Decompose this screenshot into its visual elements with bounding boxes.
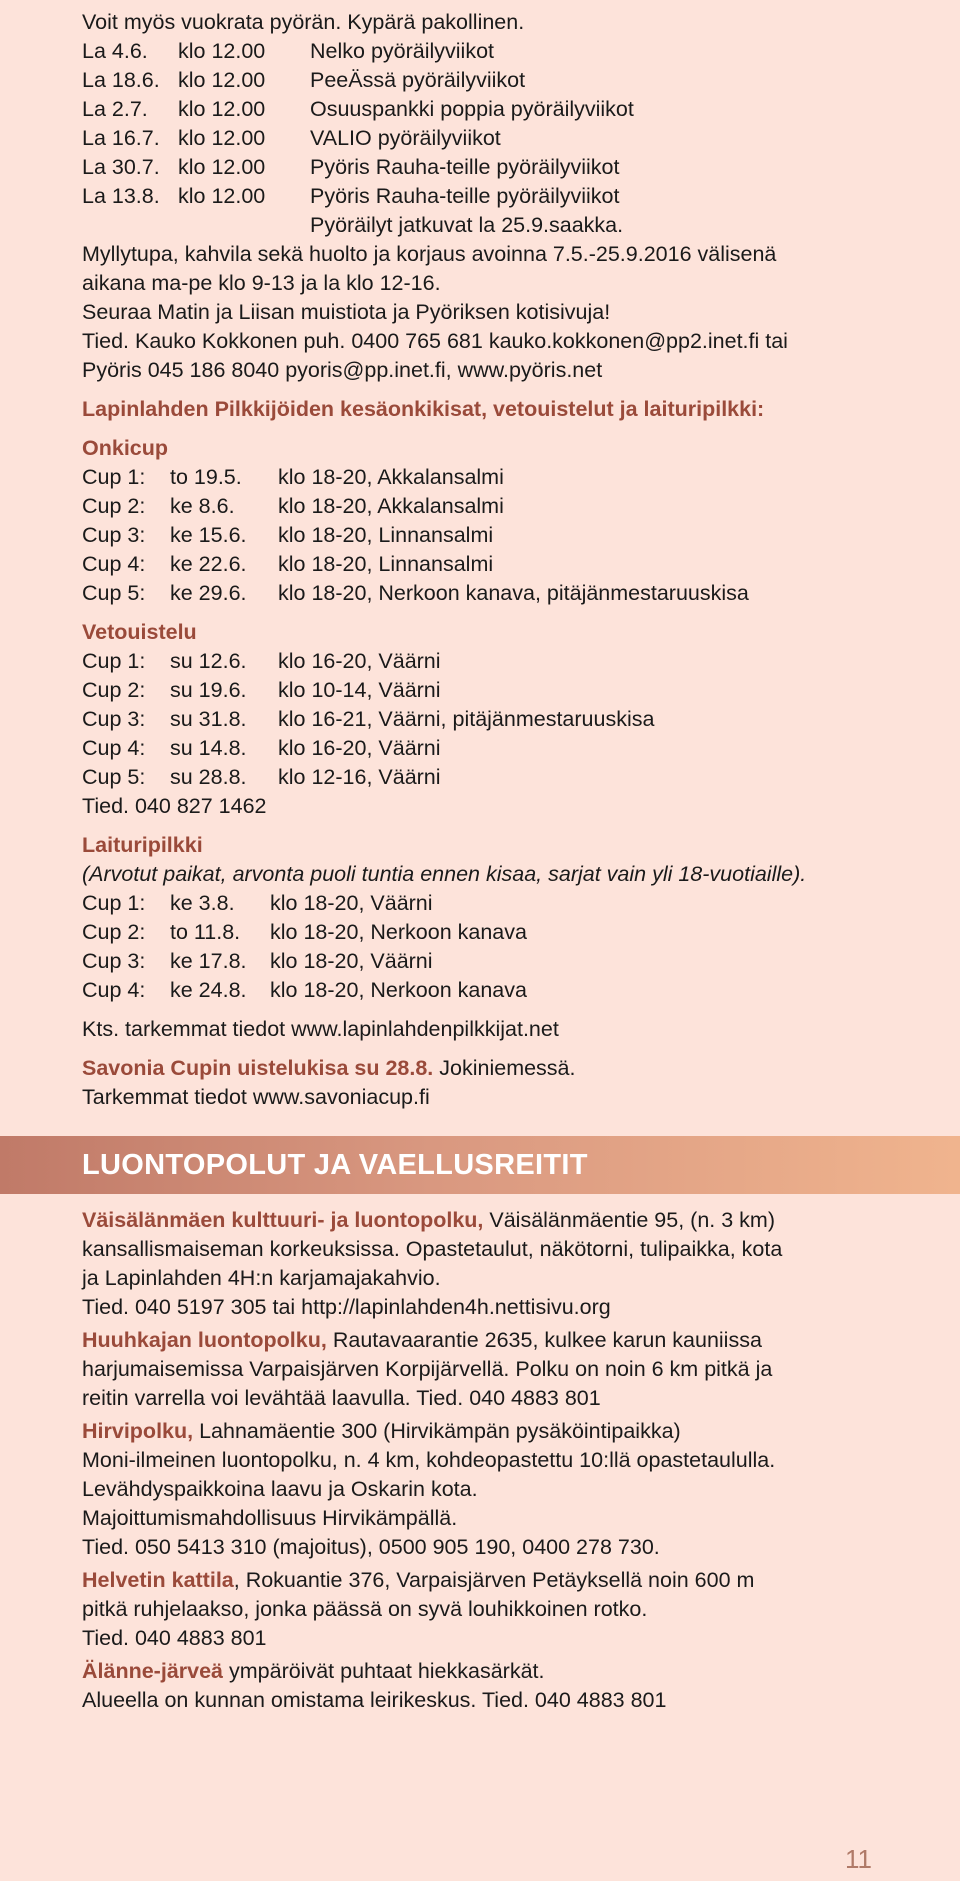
vetouistelu-row <box>82 705 942 734</box>
trail-first-line <box>82 1326 942 1355</box>
cup-info: klo 10-14, Väärni <box>278 678 441 702</box>
intro-text: Voit myös vuokrata pyörän. Kypärä pakollinen. <box>82 10 525 34</box>
cup-info: klo 18-20, Väärni <box>270 949 433 973</box>
vetouistelu-row <box>82 763 942 792</box>
cup-number: Cup 3: <box>82 707 146 731</box>
schedule-time: klo 12.00 <box>178 155 266 179</box>
schedule-row <box>82 153 942 182</box>
savonia-line <box>82 1054 942 1083</box>
cup-number: Cup 2: <box>82 920 146 944</box>
trail-address: Väisälänmäentie 95, (n. 3 km) <box>483 1208 775 1232</box>
schedule-date: La 13.8. <box>82 184 160 208</box>
cup-info: klo 16-20, Väärni <box>278 649 441 673</box>
vetouistelu-row <box>82 647 942 676</box>
schedule-row <box>82 37 942 66</box>
trail-block <box>82 1326 942 1413</box>
info-line: Seuraa Matin ja Liisan muistiota ja Pyöriksen kotisivuja! <box>82 300 611 324</box>
laituripilkki-row <box>82 889 942 918</box>
schedule-date: La 4.6. <box>82 39 148 63</box>
info-line: Pyöris 045 186 8040 pyoris@pp.inet.fi, www.pyöris.net <box>82 358 603 382</box>
onkicup-row <box>82 579 942 608</box>
schedule-time: klo 12.00 <box>178 126 266 150</box>
cup-date: to 11.8. <box>170 920 241 944</box>
savonia-title: Savonia Cupin uistelukisa su 28.8. <box>82 1056 434 1080</box>
trail-name: Älänne-järveä <box>82 1659 224 1683</box>
schedule-event: Osuuspankki poppia pyöräilyviikot <box>310 97 634 121</box>
schedule-date: La 16.7. <box>82 126 160 150</box>
schedule-event: PeeÄssä pyöräilyviikot <box>310 68 526 92</box>
schedule-row <box>82 182 942 211</box>
upper-content <box>82 8 942 1112</box>
cup-date: su 28.8. <box>170 765 247 789</box>
cup-date: ke 22.6. <box>170 552 247 576</box>
cup-number: Cup 4: <box>82 978 146 1002</box>
schedule-time: klo 12.00 <box>178 97 266 121</box>
trail-line: Alueella on kunnan omistama leirikeskus. Tied. 040 4883 801 <box>82 1688 667 1712</box>
schedule-time: klo 12.00 <box>178 184 266 208</box>
trail-line: Majoittumismahdollisuus Hirvikämpällä. <box>82 1506 458 1530</box>
cycling-schedule <box>82 37 942 240</box>
cup-date: su 31.8. <box>170 707 247 731</box>
schedule-continue: Pyöräilyt jatkuvat la 25.9.saakka. <box>310 213 624 237</box>
cup-date: ke 24.8. <box>170 978 247 1002</box>
trail-block <box>82 1657 942 1715</box>
schedule-date: La 2.7. <box>82 97 148 121</box>
cup-number: Cup 5: <box>82 581 146 605</box>
trail-block <box>82 1566 942 1653</box>
trail-name: Väisälänmäen kulttuuri- ja luontopolku, <box>82 1208 484 1232</box>
cup-number: Cup 1: <box>82 891 146 915</box>
laituripilkki-row <box>82 976 942 1005</box>
cup-info: klo 18-20, Nerkoon kanava <box>270 978 527 1002</box>
schedule-time: klo 12.00 <box>178 39 266 63</box>
laituripilkki-title: Laituripilkki <box>82 833 203 857</box>
trail-line: ja Lapinlahden 4H:n karjamajakahvio. <box>82 1266 441 1290</box>
schedule-time: klo 12.00 <box>178 68 266 92</box>
schedule-row <box>82 124 942 153</box>
cup-date: ke 8.6. <box>170 494 235 518</box>
onkicup-row <box>82 492 942 521</box>
schedule-row <box>82 95 942 124</box>
cup-info: klo 18-20, Nerkoon kanava <box>270 920 527 944</box>
trail-line: pitkä ruhjelaakso, jonka päässä on syvä louhikkoinen rotko. <box>82 1597 648 1621</box>
schedule-event: Nelko pyöräilyviikot <box>310 39 495 63</box>
schedule-row <box>82 66 942 95</box>
cup-info: klo 16-21, Väärni, pitäjänmestaruuskisa <box>278 707 655 731</box>
cup-number: Cup 1: <box>82 649 146 673</box>
trail-block <box>82 1206 942 1322</box>
cup-date: su 19.6. <box>170 678 247 702</box>
more-info-link: Kts. tarkemmat tiedot www.lapinlahdenpilkkijat.net <box>82 1017 559 1041</box>
trail-name: Hirvipolku, <box>82 1419 194 1443</box>
trail-first-line <box>82 1657 942 1686</box>
schedule-event: Pyöris Rauha-teille pyöräilyviikot <box>310 184 620 208</box>
trail-line: Tied. 050 5413 310 (majoitus), 0500 905 190, 0400 278 730. <box>82 1535 660 1559</box>
trail-line: harjumaisemissa Varpaisjärven Korpijärvellä. Polku on noin 6 km pitkä ja <box>82 1357 773 1381</box>
cup-date: ke 29.6. <box>170 581 247 605</box>
cup-number: Cup 3: <box>82 949 146 973</box>
schedule-continue-row <box>82 211 942 240</box>
trail-line: Moni-ilmeinen luontopolku, n. 4 km, kohdeopastettu 10:llä opastetaululla. <box>82 1448 776 1472</box>
info-line: aikana ma-pe klo 9-13 ja la klo 12-16. <box>82 271 441 295</box>
trail-line: kansallismaiseman korkeuksissa. Opastetaulut, näkötorni, tulipaikka, kota <box>82 1237 783 1261</box>
cup-date: ke 15.6. <box>170 523 247 547</box>
page-number: 11 <box>845 1844 872 1874</box>
trail-first-line <box>82 1417 942 1446</box>
cup-number: Cup 5: <box>82 765 146 789</box>
schedule-date: La 30.7. <box>82 155 160 179</box>
schedule-event: Pyöris Rauha-teille pyöräilyviikot <box>310 155 620 179</box>
cup-info: klo 16-20, Väärni <box>278 736 441 760</box>
cup-date: ke 3.8. <box>170 891 235 915</box>
trail-address: Lahnamäentie 300 (Hirvikämpän pysäköintipaikka) <box>193 1419 681 1443</box>
laituripilkki-row <box>82 918 942 947</box>
onkicup-title: Onkicup <box>82 436 169 460</box>
savonia-info: Tarkemmat tiedot www.savoniacup.fi <box>82 1085 430 1109</box>
schedule-event: VALIO pyöräilyviikot <box>310 126 501 150</box>
cup-date: su 12.6. <box>170 649 247 673</box>
info-line: Tied. Kauko Kokkonen puh. 0400 765 681 kauko.kokkonen@pp2.inet.fi tai <box>82 329 788 353</box>
cup-info: klo 18-20, Akkalansalmi <box>278 494 504 518</box>
cup-date: to 19.5. <box>170 465 242 489</box>
laituripilkki-note: (Arvotut paikat, arvonta puoli tuntia ennen kisaa, sarjat vain yli 18-vuotiaille). <box>82 862 807 886</box>
trail-first-line <box>82 1206 942 1235</box>
cup-info: klo 18-20, Linnansalmi <box>278 523 494 547</box>
trail-name: Huuhkajan luontopolku, <box>82 1328 327 1352</box>
cup-number: Cup 2: <box>82 678 146 702</box>
vetouistelu-title: Vetouistelu <box>82 620 197 644</box>
cup-number: Cup 3: <box>82 523 146 547</box>
trail-line: Tied. 040 4883 801 <box>82 1626 267 1650</box>
schedule-date: La 18.6. <box>82 68 160 92</box>
cup-number: Cup 4: <box>82 736 146 760</box>
cup-info: klo 18-20, Nerkoon kanava, pitäjänmestaruuskisa <box>278 581 749 605</box>
trail-line: Tied. 040 5197 305 tai http://lapinlahden4h.nettisivu.org <box>82 1295 611 1319</box>
cup-info: klo 12-16, Väärni <box>278 765 441 789</box>
cup-info: klo 18-20, Akkalansalmi <box>278 465 504 489</box>
onkicup-row <box>82 463 942 492</box>
info-line: Myllytupa, kahvila sekä huolto ja korjaus avoinna 7.5.-25.9.2016 välisenä <box>82 242 777 266</box>
onkicup-row <box>82 521 942 550</box>
trails-content <box>82 1206 942 1715</box>
vetouistelu-row <box>82 734 942 763</box>
trail-first-line <box>82 1566 942 1595</box>
trail-address: , Rokuantie 376, Varpaisjärven Petäyksellä noin 600 m <box>233 1568 755 1592</box>
fishing-heading: Lapinlahden Pilkkijöiden kesäonkikisat, vetouistelut ja laituripilkki: <box>82 397 765 421</box>
cup-number: Cup 2: <box>82 494 146 518</box>
trail-address: Rautavaarantie 2635, kulkee karun kauniissa <box>326 1328 762 1352</box>
cup-number: Cup 1: <box>82 465 146 489</box>
cup-info: klo 18-20, Linnansalmi <box>278 552 494 576</box>
trail-address: ympäröivät puhtaat hiekkasärkät. <box>223 1659 545 1683</box>
cup-info: klo 18-20, Väärni <box>270 891 433 915</box>
section-title: LUONTOPOLUT JA VAELLUSREITIT <box>82 1149 588 1181</box>
trail-block <box>82 1417 942 1562</box>
cup-date: ke 17.8. <box>170 949 247 973</box>
cup-number: Cup 4: <box>82 552 146 576</box>
onkicup-row <box>82 550 942 579</box>
vetouistelu-row <box>82 676 942 705</box>
cup-date: su 14.8. <box>170 736 247 760</box>
trail-line: Levähdyspaikkoina laavu ja Oskarin kota. <box>82 1477 478 1501</box>
vetouistelu-contact: Tied. 040 827 1462 <box>82 794 267 818</box>
laituripilkki-row <box>82 947 942 976</box>
savonia-place: Jokiniemessä. <box>433 1056 576 1080</box>
trail-name: Helvetin kattila <box>82 1568 234 1592</box>
trail-line: reitin varrella voi levähtää laavulla. Tied. 040 4883 801 <box>82 1386 601 1410</box>
